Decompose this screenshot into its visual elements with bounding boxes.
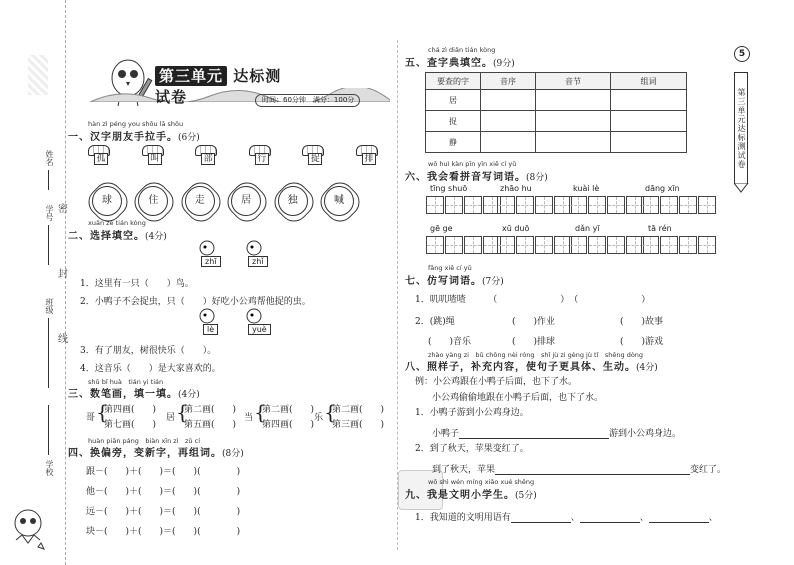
flower-card: 住 — [138, 186, 168, 216]
s8-heading: 八、照样子，补充内容，使句子更具体、生动。(4分) — [405, 362, 658, 373]
name-label: 姓名 — [45, 150, 54, 166]
option-zhi3: zhǐ — [248, 256, 268, 267]
s1-heading: 一、汉字朋友手拉手。(6分) — [68, 132, 200, 143]
s8-a2: 到了秋天，苹果 变红了。 — [432, 465, 727, 475]
flower-card: 走 — [185, 186, 215, 216]
s7-row3b: ( )排球 — [512, 337, 556, 347]
s6-pinyin: wǒ huì kàn pīn yīn xiě cí yǔ — [428, 160, 517, 168]
s5-pinyin: chá zì diǎn tián kòng — [428, 46, 496, 54]
seal-char: 线 — [58, 334, 68, 345]
s7-row1: 1．叽叽喳喳 （ ） （ ） — [415, 295, 651, 305]
s5-heading: 五、查字典填空。(9分) — [405, 58, 515, 69]
flower-card: 球 — [92, 186, 122, 216]
writing-grid[interactable] — [497, 196, 573, 214]
school-line — [48, 405, 49, 455]
pinyin-word: zhāo hu — [500, 184, 532, 193]
s3-heading: 三、数笔画，填一填。(4分) — [68, 389, 200, 400]
answer-line[interactable] — [580, 522, 640, 523]
flower-card: 居 — [231, 186, 261, 216]
s9-q1: 1．我知道的文明用语有 、 、 、 — [415, 513, 718, 523]
writing-grid[interactable] — [569, 236, 645, 254]
s8-q2: 2．到了秋天，苹果变红了。 — [415, 444, 529, 454]
hand-card: 捉 — [302, 145, 324, 165]
s3-pinyin: shǔ bǐ huà tián yi tián — [88, 378, 164, 386]
class-label: 班级 — [45, 298, 54, 314]
answer-line[interactable] — [649, 522, 709, 523]
radical-rows — [86, 462, 240, 542]
option-le: lè — [203, 324, 218, 335]
s7-pinyin: fǎng xiě cí yǔ — [428, 264, 472, 272]
id-label: 学号 — [45, 205, 54, 221]
mascot-icon — [8, 505, 48, 550]
s2-q4: 4．这音乐（ ）是大家喜欢的。 — [80, 364, 221, 374]
s9-pinyin: wǒ shì wén míng xiǎo xué shēng — [428, 478, 535, 486]
seal-char: 密 — [58, 204, 68, 215]
binding-margin — [0, 0, 66, 565]
s7-row3a: ( )音乐 — [428, 337, 472, 347]
s6-heading: 六、我会看拼音写词语。(8分) — [405, 172, 548, 183]
s7-row2b: ( )作业 — [512, 317, 556, 327]
s2-pinyin: xuǎn zé tián kòng — [88, 219, 146, 227]
time-score-bar: 时间：60分钟 满分：100分 — [255, 94, 360, 107]
pinyin-word: gē ge — [430, 224, 453, 233]
side-pencil-label: 第三单元达标测试卷 — [734, 72, 748, 184]
s8-example1: 例：小公鸡跟在小鸭子后面，也下了水。 — [415, 377, 578, 387]
option-yue: yuè — [248, 324, 271, 335]
stroke-count-block: 哥 { 第四画( ) 第七画( ) 居 { 第二画( ) 第五画( ) 当 { 第二画( ) 第四画( ) 乐 { 第二画( ) 第三画( ) — [86, 400, 385, 430]
s9-heading: 九、我是文明小学生。(5分) — [405, 490, 537, 501]
s1-pinyin: hàn zì péng you shǒu lā shǒu — [88, 120, 184, 128]
pinyin-word: tā rén — [648, 224, 672, 233]
hand-card: 部 — [195, 145, 217, 165]
radical-row: 块－( )＋( )＝( )( ) — [86, 527, 241, 537]
s4-pinyin: huàn piān páng biàn xīn zì zǔ cí — [88, 437, 200, 445]
hand-card: 孤 — [88, 145, 110, 165]
school-label: 学校 — [45, 460, 54, 476]
hand-card: 叫 — [142, 145, 164, 165]
radical-row: 跟－( )＋( )＝( )( ) — [86, 467, 241, 477]
writing-grid[interactable] — [426, 196, 502, 214]
s7-row2c: ( )故事 — [620, 317, 664, 327]
flower-card: 独 — [278, 186, 308, 216]
writing-grid[interactable] — [641, 236, 717, 254]
seal-char: 封 — [58, 269, 68, 280]
writing-grid[interactable] — [426, 236, 502, 254]
radical-row: 远－( )＋( )＝( )( ) — [86, 507, 241, 517]
flower-row — [92, 186, 354, 216]
s8-q1: 1．小鸭子游到小公鸡身边。 — [415, 408, 529, 418]
id-line — [48, 225, 49, 265]
s7-row3c: ( )游戏 — [620, 337, 664, 347]
answer-line[interactable] — [459, 438, 609, 439]
hand-card: 行 — [249, 145, 271, 165]
s8-pinyin: zhào yàng zi bǔ chōng nèi róng shǐ jù zi gèng jù tǐ shēng dòng — [428, 351, 644, 359]
writing-grid[interactable] — [641, 196, 717, 214]
answer-line[interactable] — [511, 522, 571, 523]
pinyin-word: xū duō — [502, 224, 530, 233]
pinyin-word: dǎn yī — [575, 224, 600, 233]
writing-grid[interactable] — [497, 236, 573, 254]
flower-card: 喊 — [324, 186, 354, 216]
s2-q2: 2．小鸭子不会捉虫，只（ ）好吃小公鸡帮他捉的虫。 — [80, 297, 311, 307]
answer-line[interactable] — [495, 474, 690, 475]
writing-grid[interactable] — [569, 196, 645, 214]
s2-heading: 二、选择填空。(4分) — [68, 231, 167, 242]
name-line — [48, 170, 49, 190]
pinyin-word: kuài lè — [573, 184, 600, 193]
class-line — [48, 318, 49, 388]
s2-q3: 3．有了朋友，树很快乐（ ）。 — [80, 346, 217, 356]
s7-heading: 七、仿写词语。(7分) — [405, 276, 504, 287]
radical-row: 他－( )＋( )＝( )( ) — [86, 487, 241, 497]
pinyin-word: dāng xīn — [645, 184, 680, 193]
page-title: 第三单元 达标测试卷 — [155, 67, 282, 106]
s8-a1: 小鸭子 游到小公鸡身边。 — [432, 429, 682, 439]
pinyin-word: tīng shuō — [430, 184, 468, 193]
s8-example2: 小公鸡偷偷地跟在小鸭子后面，也下了水。 — [432, 393, 604, 403]
hand-card: 排 — [356, 145, 378, 165]
page-number: 5 — [734, 46, 750, 62]
option-zhi1: zhī — [201, 256, 221, 267]
stripe-decoration — [28, 55, 48, 95]
s2-q1: 1．这里有一只（ ）鸟。 — [80, 279, 194, 289]
s4-heading: 四、换偏旁，变新字，再组词。(8分) — [68, 448, 244, 459]
hand-row — [88, 145, 378, 165]
dictionary-table: 要查的字 音序 音节 组词 居 捉 静 — [425, 72, 687, 153]
s7-row2a: 2．(跳)绳 — [415, 317, 455, 327]
pencil-tip-icon — [734, 183, 750, 193]
